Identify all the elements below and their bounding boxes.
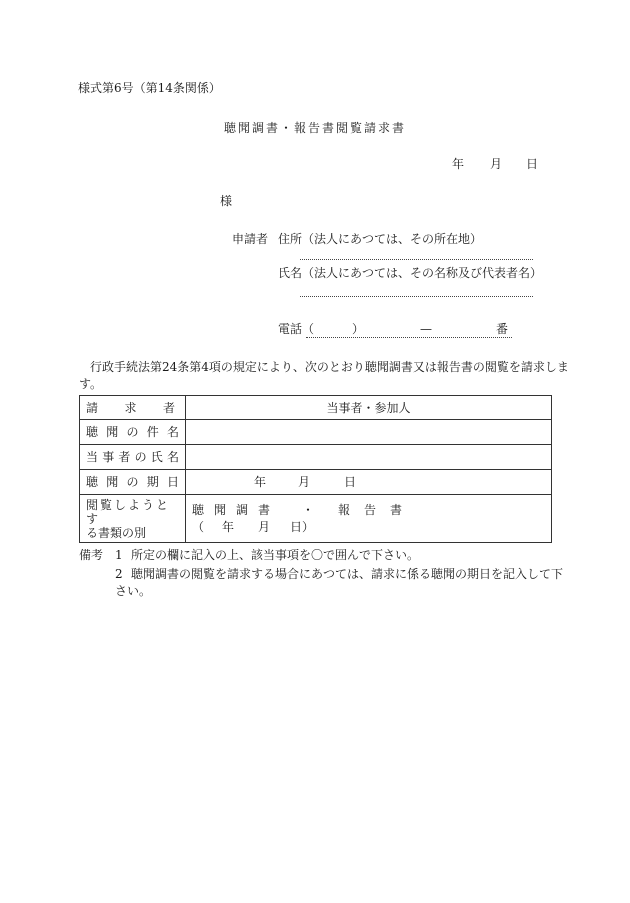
phone-line (278, 322, 534, 338)
page-title: 聴聞調書・報告書閲覧請求書 (224, 121, 407, 135)
table-row (80, 396, 552, 420)
phone-field[interactable] (306, 337, 512, 338)
doc-type-field[interactable]: 聴 聞 調 書 ・ 報 告 書 （ 年 月 日） (186, 495, 552, 543)
party-name-field[interactable] (186, 445, 552, 470)
phone-dash: — (420, 322, 432, 336)
addressee-suffix: 様 (220, 194, 233, 208)
note-2: 2 聴聞調書の閲覧を請求する場合にあつては、請求に係る聴聞の期日を記入して下 (115, 567, 564, 581)
phone-ban: 番 (496, 322, 509, 336)
note-1: 1 所定の欄に記入の上、該当事項を〇で囲んで下さい。 (115, 548, 420, 562)
phone-label: 電話 (278, 322, 303, 336)
address-label: 住所（法人にあつては、その所在地） (278, 232, 483, 246)
phone-close: ） (352, 322, 365, 336)
case-label: 聴 聞 の 件 名 (80, 420, 186, 445)
form-number: 様式第6号（第14条関係） (78, 81, 221, 95)
notes-label: 備考 (79, 548, 104, 562)
name-label: 氏名（法人にあつては、その名称及び代表者名） (278, 266, 543, 280)
date-month: 月 (490, 157, 503, 171)
table-row (80, 420, 552, 445)
date-year: 年 (452, 157, 465, 171)
table-row (80, 470, 552, 495)
applicant-label: 申請者 (232, 232, 269, 246)
doc-type-label: 閲覧しようとす る書類の別 (80, 495, 186, 543)
phone-open: （ (302, 322, 315, 336)
body-text-line2: す。 (79, 377, 103, 391)
body-text-line1: 行政手続法第24条第4項の規定により、次のとおり聴聞調書又は報告書の閲覧を請求しま (90, 360, 569, 374)
date-day: 日 (526, 157, 539, 171)
name-field[interactable] (300, 296, 533, 297)
requester-value[interactable]: 当事者・参加人 (186, 396, 552, 420)
party-name-label: 当 事 者 の 氏 名 (80, 445, 186, 470)
table-row (80, 445, 552, 470)
hearing-date-field[interactable]: 年 月 日 (186, 470, 552, 495)
address-field[interactable] (300, 259, 533, 260)
requester-label: 請 求 者 (80, 396, 186, 420)
note-2-cont: さい。 (115, 584, 152, 598)
hearing-date-label: 聴 聞 の 期 日 (80, 470, 186, 495)
table-row (80, 495, 552, 543)
request-table (79, 395, 552, 543)
case-field[interactable] (186, 420, 552, 445)
